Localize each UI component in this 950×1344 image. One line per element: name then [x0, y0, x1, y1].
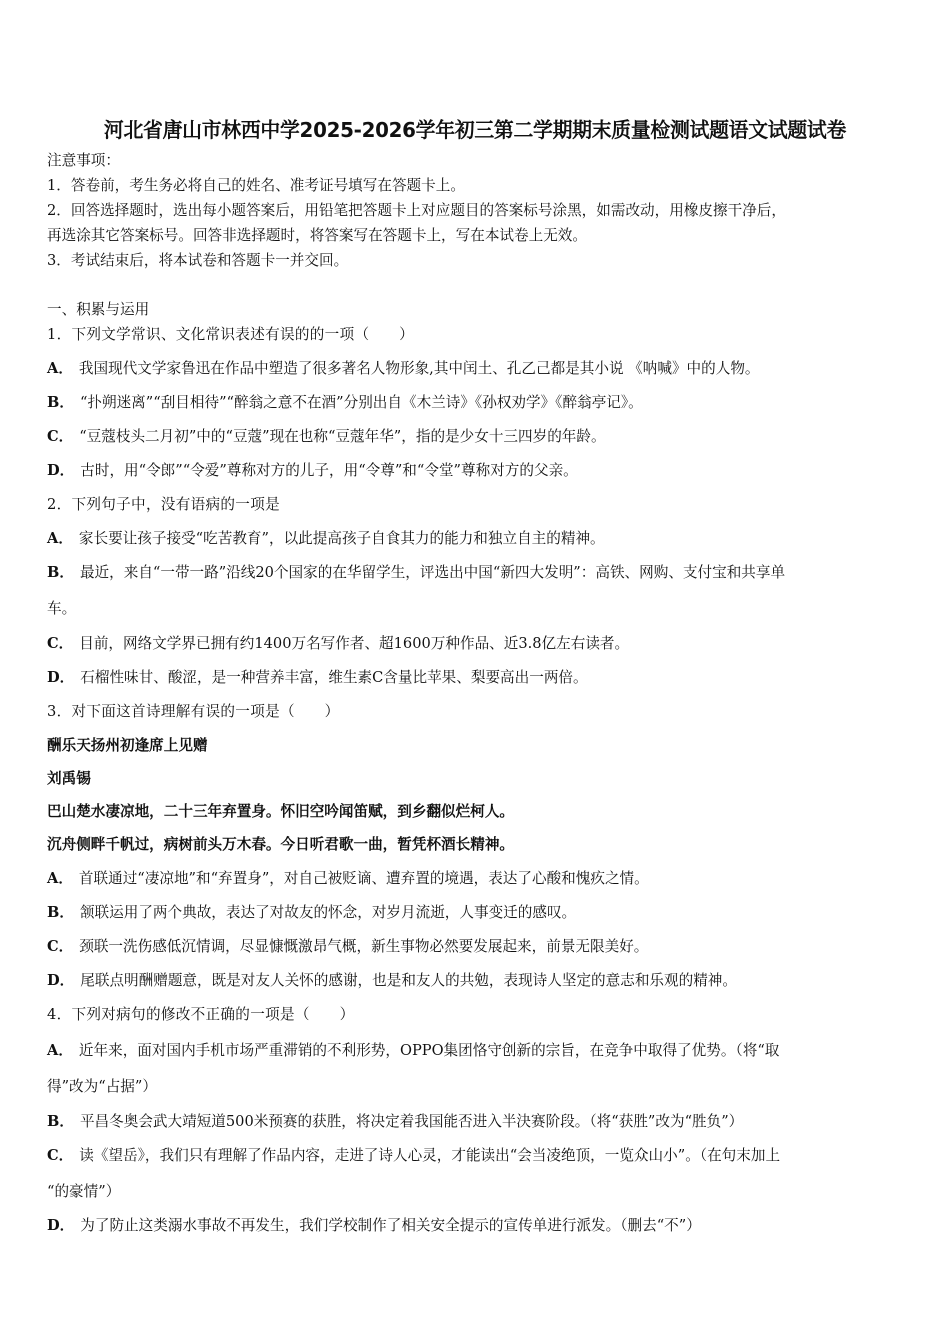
- option-text: 我国现代文学家鲁迅在作品中塑造了很多著名人物形象,其中闰土、孔乙己都是其小说 《呐喊》中的人物。: [78, 360, 760, 377]
- question-1-stem: 1．下列文学常识、文化常识表述有误的的一项（ ）: [47, 326, 415, 343]
- option-text: 目前，网络文学界已拥有约1400万名写作者、超1600万种作品、近3.8亿左右读者。: [79, 635, 630, 652]
- question-3-stem: 3．对下面这首诗理解有误的一项是（ ）: [47, 703, 340, 720]
- option-text: 古时，用“令郎”“令爱”尊称对方的儿子，用“令尊”和“令堂”尊称对方的父亲。: [80, 462, 578, 479]
- option-text: 首联通过“凄凉地”和“弃置身”，对自己被贬谪、遭弃置的境遇，表达了心酸和愧疚之情。: [78, 870, 649, 887]
- q4-option-c: [47, 1146, 780, 1166]
- option-label: B．: [47, 564, 74, 581]
- q1-option-a: [47, 359, 760, 379]
- option-label: A．: [47, 530, 73, 547]
- poem-title: 酬乐天扬州初逢席上见赠: [47, 737, 208, 754]
- option-label: D．: [47, 462, 75, 479]
- notes-line: 再选涂其它答案标号。回答非选择题时，将答案写在答题卡上，写在本试卷上无效。: [47, 227, 587, 244]
- option-label: A．: [47, 360, 73, 377]
- option-label: D．: [47, 1217, 75, 1234]
- option-text: 平昌冬奥会武大靖短道500米预赛的获胜，将决定着我国能否进入半決赛阶段。（将“获胜”改为“胜负”）: [79, 1113, 744, 1130]
- option-text: 颈联一洗伤感低沉情调，尽显慷慨激昂气概，新生事物必然要发展起来，前景无限美好。: [79, 938, 649, 955]
- q1-option-c: [47, 427, 606, 447]
- q4-option-d: [47, 1216, 701, 1236]
- option-label: C．: [47, 1147, 74, 1164]
- notes-heading: 注意事项：: [47, 152, 120, 169]
- q3-option-b: [47, 903, 576, 923]
- option-text: “扑朔迷离”“刮目相待”“醉翁之意不在酒”分别出自《木兰诗》《孙权劝学》《醉翁亭记》。: [79, 394, 643, 411]
- option-label: B．: [47, 394, 74, 411]
- q2-option-b-cont: 车。: [47, 600, 77, 617]
- section-heading: 一、积累与运用: [47, 301, 150, 318]
- q2-option-c: [47, 634, 629, 654]
- option-label: D．: [47, 972, 75, 989]
- option-label: A．: [47, 870, 73, 887]
- option-text: 颔联运用了两个典故，表达了对故友的怀念，对岁月流逝，人事变迁的感叹。: [79, 904, 577, 921]
- notes-line: 3．考试结束后，将本试卷和答题卡一并交回。: [47, 252, 349, 269]
- option-label: C．: [47, 938, 74, 955]
- option-text: 读《望岳》，我们只有理解了作品内容，走进了诗人心灵，才能读出“会当凌绝顶，一览众山小”。（在句末加上: [79, 1147, 781, 1164]
- q1-option-b: [47, 393, 643, 413]
- q2-option-a: [47, 529, 605, 549]
- q3-option-c: [47, 937, 648, 957]
- poem-line: 巴山楚水凄凉地，二十三年弃置身。怀旧空吟闻笛赋，到乡翻似烂柯人。: [47, 803, 515, 820]
- poem-author: 刘禹锡: [47, 770, 91, 787]
- option-text: 石榴性味甘、酸涩，是一种营养丰富，维生素C含量比苹果、梨要高出一两倍。: [80, 669, 588, 686]
- option-label: B．: [47, 904, 74, 921]
- q2-option-b: [47, 563, 785, 583]
- option-text: 最近，来自“一带一路”沿线20个国家的在华留学生，评选出中国“新四大发明”：高铁、网购、支付宝和共享单: [79, 564, 786, 581]
- notes-line: 1．答卷前，考生务必将自己的姓名、准考证号填写在答题卡上。: [47, 177, 465, 194]
- option-text: 家长要让孩子接受“吃苦教育”，以此提高孩子自食其力的能力和独立自主的精神。: [78, 530, 605, 547]
- option-text: 为了防止这类溺水事故不再发生，我们学校制作了相关安全提示的宣传单进行派发。（删去“不”）: [80, 1217, 701, 1234]
- poem-line: 沉舟侧畔千帆过，病树前头万木春。今日听君歌一曲，暂凭杯酒长精神。: [47, 836, 515, 853]
- q1-option-d: [47, 461, 578, 481]
- option-label: C．: [47, 428, 74, 445]
- q4-option-b: [47, 1112, 743, 1132]
- option-text: 近年来，面对国内手机市场严重滞销的不利形势，OPPO集团恪守创新的宗旨，在竞争中取得了优势。（将“取: [78, 1042, 780, 1059]
- option-label: A．: [47, 1042, 73, 1059]
- question-2-stem: 2．下列句子中，没有语病的一项是: [47, 496, 280, 513]
- option-label: B．: [47, 1113, 74, 1130]
- q2-option-d: [47, 668, 588, 688]
- q4-option-c-cont: “的豪情”）: [47, 1183, 121, 1200]
- question-4-stem: 4．下列对病句的修改不正确的一项是（ ）: [47, 1006, 355, 1023]
- q4-option-a-cont: 得”改为“占据”）: [47, 1078, 157, 1095]
- option-text: 尾联点明酬赠题意，既是对友人关怀的感谢，也是和友人的共勉，表现诗人坚定的意志和乐观的精神。: [80, 972, 737, 989]
- option-label: D．: [47, 669, 75, 686]
- page-title: 河北省唐山市林西中学2025-2026学年初三第二学期期末质量检测试题语文试题试卷: [103, 118, 847, 142]
- q4-option-a: [47, 1041, 779, 1061]
- option-label: C．: [47, 635, 74, 652]
- notes-line: 2．回答选择题时，选出每小题答案后，用铅笔把答题卡上对应题目的答案标号涂黑，如需改动，用橡皮擦干净后，: [47, 202, 786, 219]
- q3-option-a: [47, 869, 649, 889]
- option-text: “豆蔻枝头二月初”中的“豆蔻”现在也称“豆蔻年华”，指的是少女十三四岁的年龄。: [79, 428, 606, 445]
- q3-option-d: [47, 971, 737, 991]
